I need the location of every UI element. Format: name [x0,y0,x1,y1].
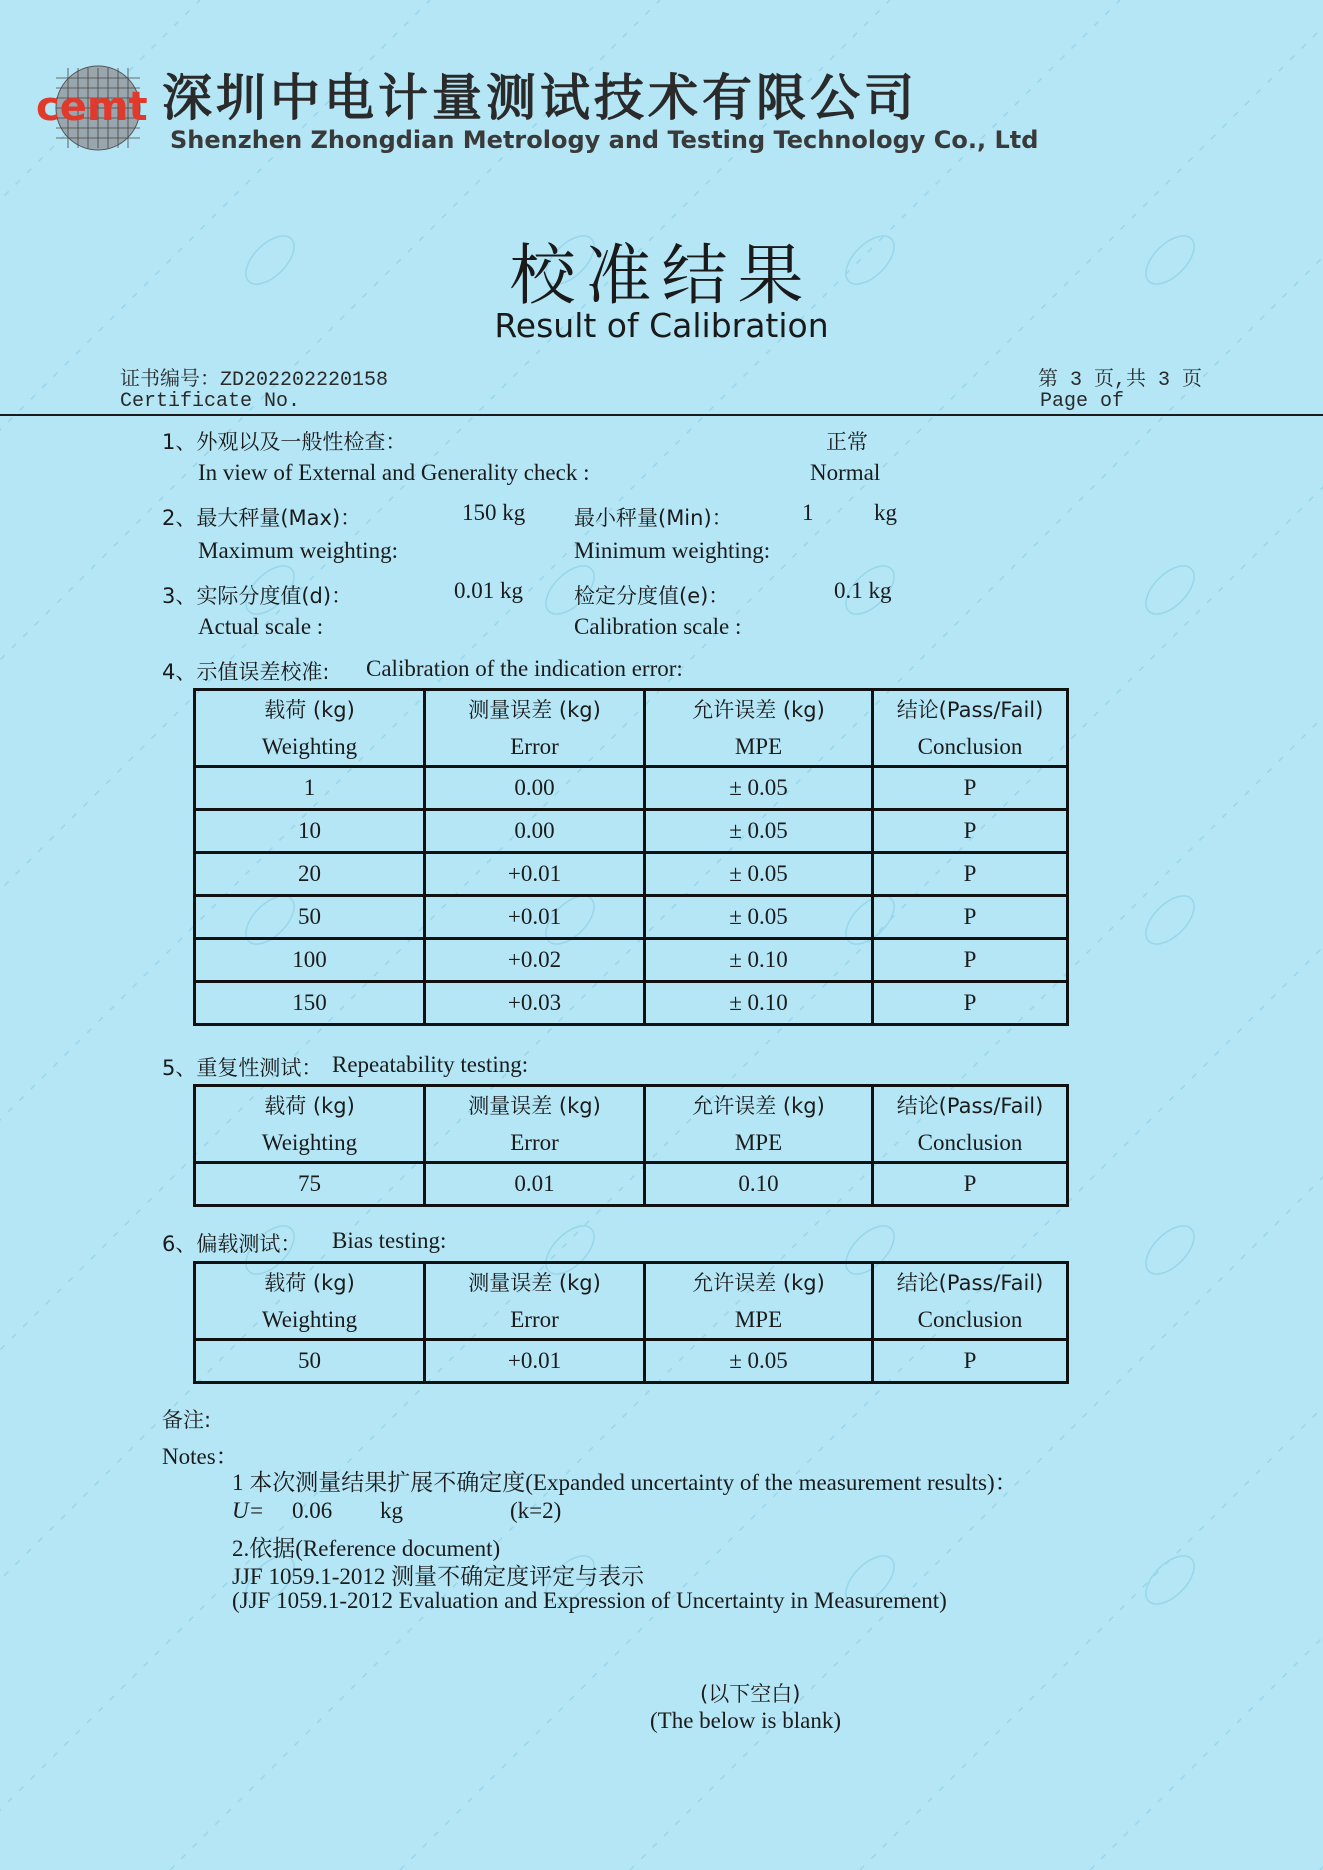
uncertainty-symbol: U= [232,1498,265,1523]
company-name-en: Shenzhen Zhongdian Metrology and Testing Technology Co., Ltd [170,126,1039,154]
min-capacity-value: 1 [802,500,814,525]
coverage-factor: (k=2) [510,1498,562,1523]
header-error: 测量误差 (kg) Error [425,1086,645,1163]
cell-weighting: 1 [195,767,425,810]
cell-mpe: ± 0.05 [645,1340,873,1383]
item1-label-cn: 1、外观以及一般性检查： [162,430,407,454]
cell-weighting: 50 [195,896,425,939]
cell-error: +0.01 [425,853,645,896]
item5-label-cn: 5、重复性测试： [162,1056,323,1080]
cell-mpe: ± 0.05 [645,767,873,810]
notes-label-cn: 备注: [162,1408,212,1432]
cell-weighting: 50 [195,1340,425,1383]
cell-error: 0.00 [425,767,645,810]
calibration-scale-value: 0.1 kg [834,578,892,603]
table-row [195,896,1068,939]
min-capacity-unit: kg [874,500,897,525]
certificate-number-label-en: Certificate No. [120,390,301,413]
cell-weighting: 75 [195,1163,425,1206]
cell-error: +0.01 [425,1340,645,1383]
note-reference-en: (JJF 1059.1-2012 Evaluation and Expression of Uncertainty in Measurement) [232,1588,947,1613]
note-reference-cn: JJF 1059.1-2012 测量不确定度评定与表示 [232,1564,645,1589]
item4-label-cn: 4、示值误差校准: [162,660,330,684]
table-row [195,939,1068,982]
header-mpe: 允许误差 (kg) MPE [645,1263,873,1340]
note-uncertainty: 1 本次测量结果扩展不确定度(Expanded uncertainty of the measurement results)： [232,1470,1018,1495]
header-weighting: 载荷 (kg) Weighting [195,690,425,767]
table-header-row [195,1086,1068,1163]
bias-table [193,1261,1069,1384]
uncertainty-unit: kg [380,1498,403,1523]
header-conclusion: 结论(Pass/Fail) Conclusion [873,1263,1068,1340]
cell-mpe: ± 0.05 [645,896,873,939]
watermark-seal [1137,557,1202,622]
cell-mpe: ± 0.05 [645,810,873,853]
cell-mpe: ± 0.05 [645,853,873,896]
header-error: 测量误差 (kg) Error [425,690,645,767]
cell-error: +0.03 [425,982,645,1025]
header-weighting: 载荷 (kg) Weighting [195,1086,425,1163]
cell-mpe: ± 0.10 [645,982,873,1025]
page-number-en: Page of [1040,390,1125,413]
cell-weighting: 20 [195,853,425,896]
table-row [195,767,1068,810]
cell-weighting: 100 [195,939,425,982]
table-header-row [195,690,1068,767]
company-name-cn: 深圳中电计量测试技术有限公司 [162,69,918,127]
actual-scale-value: 0.01 kg [454,578,523,603]
min-capacity-label-en: Minimum weighting: [574,538,771,563]
cell-conclusion: P [873,939,1068,982]
cell-error: 0.00 [425,810,645,853]
blank-notice-cn: (以下空白) [700,1682,801,1706]
repeatability-table [193,1084,1069,1207]
uncertainty-value: 0.06 [292,1498,333,1523]
watermark-seal [1137,1217,1202,1282]
blank-notice-en: (The below is blank) [650,1708,841,1733]
calibration-scale-label-cn: 检定分度值(e)： [574,584,730,608]
header-weighting: 载荷 (kg) Weighting [195,1263,425,1340]
item6-label-en: Bias testing: [332,1228,447,1253]
item4-label-en: Calibration of the indication error: [366,656,683,681]
company-logo [34,62,156,154]
cell-error: 0.01 [425,1163,645,1206]
max-capacity-value: 150 kg [462,500,526,525]
cell-conclusion: P [873,853,1068,896]
cell-conclusion: P [873,1163,1068,1206]
cell-conclusion: P [873,982,1068,1025]
header-mpe: 允许误差 (kg) MPE [645,690,873,767]
watermark-seal [1137,887,1202,952]
item3-label-en: Actual scale : [198,614,324,639]
table-row [195,1163,1068,1206]
item2-label-cn: 2、最大秤量(Max)： [162,506,362,530]
svg-text:cemt: cemt [36,84,148,130]
table-row [195,982,1068,1025]
cell-conclusion: P [873,810,1068,853]
calibration-scale-label-en: Calibration scale : [574,614,742,639]
page-number-cn: 第 3 页,共 3 页 [1038,369,1203,392]
cell-error: +0.02 [425,939,645,982]
table-row [195,810,1068,853]
page-title-en: Result of Calibration [494,306,829,345]
cell-mpe: ± 0.10 [645,939,873,982]
notes-label-en: Notes： [162,1444,239,1469]
page-title-cn: 校准结果 [509,237,814,314]
certificate-number: 证书编号：ZD202202220158 [120,369,389,392]
cell-weighting: 10 [195,810,425,853]
cell-weighting: 150 [195,982,425,1025]
cell-conclusion: P [873,1340,1068,1383]
item1-value-en: Normal [810,460,881,485]
item6-label-cn: 6、偏载测试： [162,1232,302,1256]
table-header-row [195,1263,1068,1340]
min-capacity-label-cn: 最小秤量(Min)： [574,506,733,530]
item1-value-cn: 正常 [826,430,868,454]
cell-conclusion: P [873,767,1068,810]
header-conclusion: 结论(Pass/Fail) Conclusion [873,1086,1068,1163]
table-row [195,853,1068,896]
item2-label-en: Maximum weighting: [198,538,398,563]
item3-label-cn: 3、实际分度值(d)： [162,584,353,608]
cell-conclusion: P [873,896,1068,939]
table-row [195,1340,1068,1383]
item1-label-en: In view of External and Generality check : [198,460,590,485]
cell-mpe: 0.10 [645,1163,873,1206]
header-error: 测量误差 (kg) Error [425,1263,645,1340]
note-reference-label: 2.依据(Reference document) [232,1536,501,1561]
cell-error: +0.01 [425,896,645,939]
item5-label-en: Repeatability testing: [332,1052,529,1077]
header-divider [0,414,1323,416]
indication-error-table [193,688,1069,1026]
watermark-seal [1137,1547,1202,1612]
header-conclusion: 结论(Pass/Fail) Conclusion [873,690,1068,767]
header-mpe: 允许误差 (kg) MPE [645,1086,873,1163]
